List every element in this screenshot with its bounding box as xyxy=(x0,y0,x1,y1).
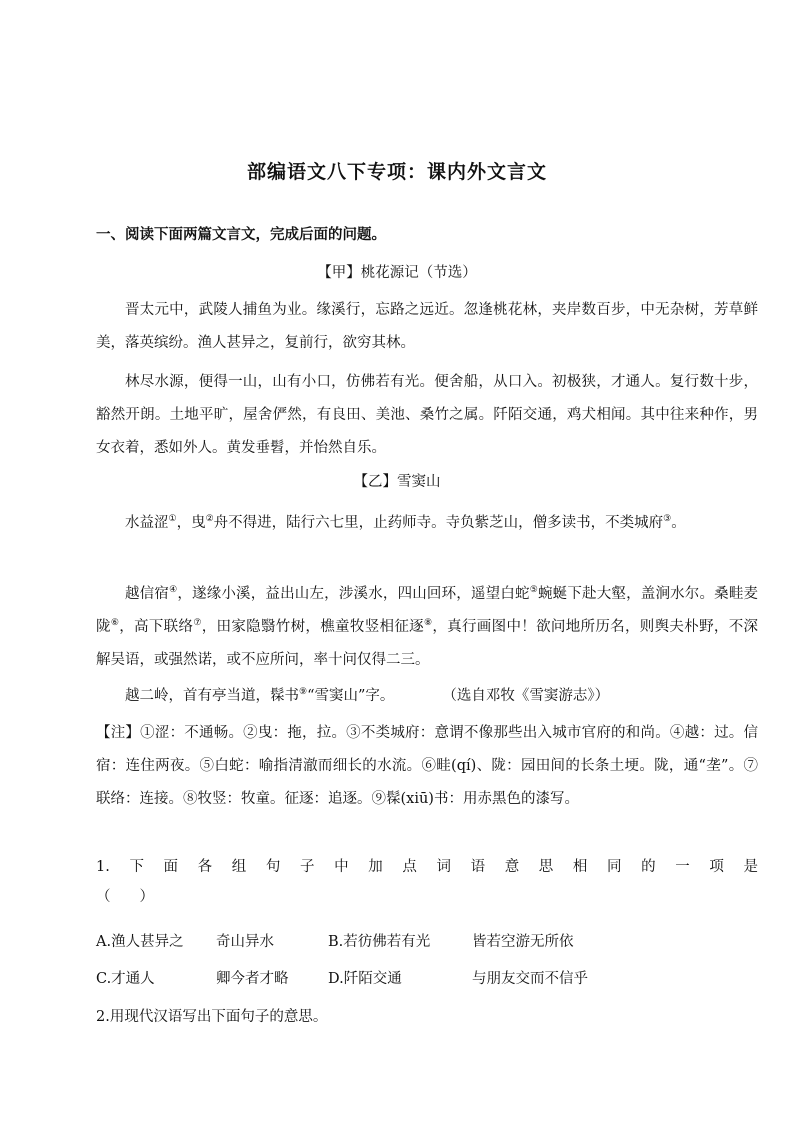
footnote-marker: ⑨ xyxy=(299,687,308,698)
footnote-marker: ① xyxy=(168,514,177,525)
passage-a-paragraph-1: 晋太元中，武陵人捕鱼为业。缘溪行，忘路之远近。忽逢桃花林，夹岸数百步，中无杂树，芳草鲜美，落英缤纷。渔人甚异之，复前行，欲穷其林。 xyxy=(96,302,758,351)
option-b: B.若彷佛若有光 xyxy=(328,934,431,950)
option-d-pair: 与朋友交而不信乎 xyxy=(472,971,588,987)
footnote-marker: ⑧ xyxy=(423,618,433,629)
passage-source: （选自邓牧《雪窦游志》） xyxy=(442,688,610,704)
text-run: 蜿蜒下赴大壑，盖涧水尔。桑畦麦陇 xyxy=(96,586,759,635)
text-run: 舟不得进，陆行六七里，止药师寺。寺负紫芝山，僧多读书，不类城府 xyxy=(213,515,664,531)
text-run: ，真行画图中！欲问地所历名，则舆夫朴野，不深解吴语，或强然诺，或不应所问，率十问仅得二三。 xyxy=(96,619,759,668)
option-b-pair: 皆若空游无所依 xyxy=(472,934,574,950)
footnote-marker: ③ xyxy=(663,514,672,525)
text-run: ，遂缘小溪，益出山左，涉溪水，四山回环，遥望白蛇 xyxy=(177,586,530,602)
text-run: 水益涩 xyxy=(125,515,169,531)
passage-a-heading: 【甲】桃花源记（节选） xyxy=(317,265,477,281)
section-heading: 一、阅读下面两篇文言文，完成后面的问题。 xyxy=(96,226,386,243)
document-title: 部编语文八下专项：课内外文言文 xyxy=(246,161,547,183)
option-c: C.才通人 xyxy=(96,971,155,987)
footnote-marker: ⑥ xyxy=(110,618,120,629)
passage-b-paragraph-3 xyxy=(96,680,758,713)
annotations: 【注】①涩：不通畅。②曳：拖，拉。③不类城府：意谓不像那些出入城市官府的和尚。④越：过。信宿：连住两夜。⑤白蛇：喻指清澈而细长的水流。⑥畦(qí)、陇：园田间的长条土埂。陇，通“垄”。⑦联络：连接。⑧牧竖：牧童。征逐：追逐。⑨髹(xiū)书：用赤黑色的漆写。 xyxy=(96,725,758,807)
passage-b-paragraph-2 xyxy=(96,578,758,677)
footnote-marker: ② xyxy=(205,514,214,525)
text-run: 越二岭，首有亭当道，髹书 xyxy=(125,688,299,704)
option-a-pair: 奇山异水 xyxy=(216,934,274,950)
text-run: “雪窦山”字。 xyxy=(307,688,395,704)
footnote-marker: ④ xyxy=(169,585,178,596)
text-run: ，田家隐翳竹树，樵童牧竖相征逐 xyxy=(201,619,424,635)
footnote-marker: ⑤ xyxy=(529,585,538,596)
text-run: 。 xyxy=(671,515,686,531)
option-d: D.阡陌交通 xyxy=(328,971,402,987)
footnote-marker: ⑦ xyxy=(193,618,202,629)
passage-a-paragraph-2: 林尽水源，便得一山，山有小口，仿佛若有光。便舍船，从口入。初极狭，才通人。复行数十步，豁然开朗。土地平旷，屋舍俨然，有良田、美池、桑竹之属。阡陌交通，鸡犬相闻。其中往来种作，男女衣着，悉如外人。黄发垂髫，并怡然自乐。 xyxy=(96,374,758,456)
question-1-stem: 1.下面各组句子中加点词语意思相同的一项是 xyxy=(96,859,758,875)
option-a: A.渔人甚异之 xyxy=(96,934,184,950)
text-run: ，高下联络 xyxy=(119,619,194,635)
passage-b-paragraph-1 xyxy=(96,507,758,540)
question-1-blank: （ ） xyxy=(96,889,154,905)
text-run: ，曳 xyxy=(176,515,206,531)
text-run: 越信宿 xyxy=(125,586,170,602)
option-c-pair: 卿今者才略 xyxy=(216,971,289,987)
question-2-stem: 2.用现代汉语写出下面句子的意思。 xyxy=(96,1009,328,1025)
passage-b-heading: 【乙】雪窦山 xyxy=(353,474,441,490)
